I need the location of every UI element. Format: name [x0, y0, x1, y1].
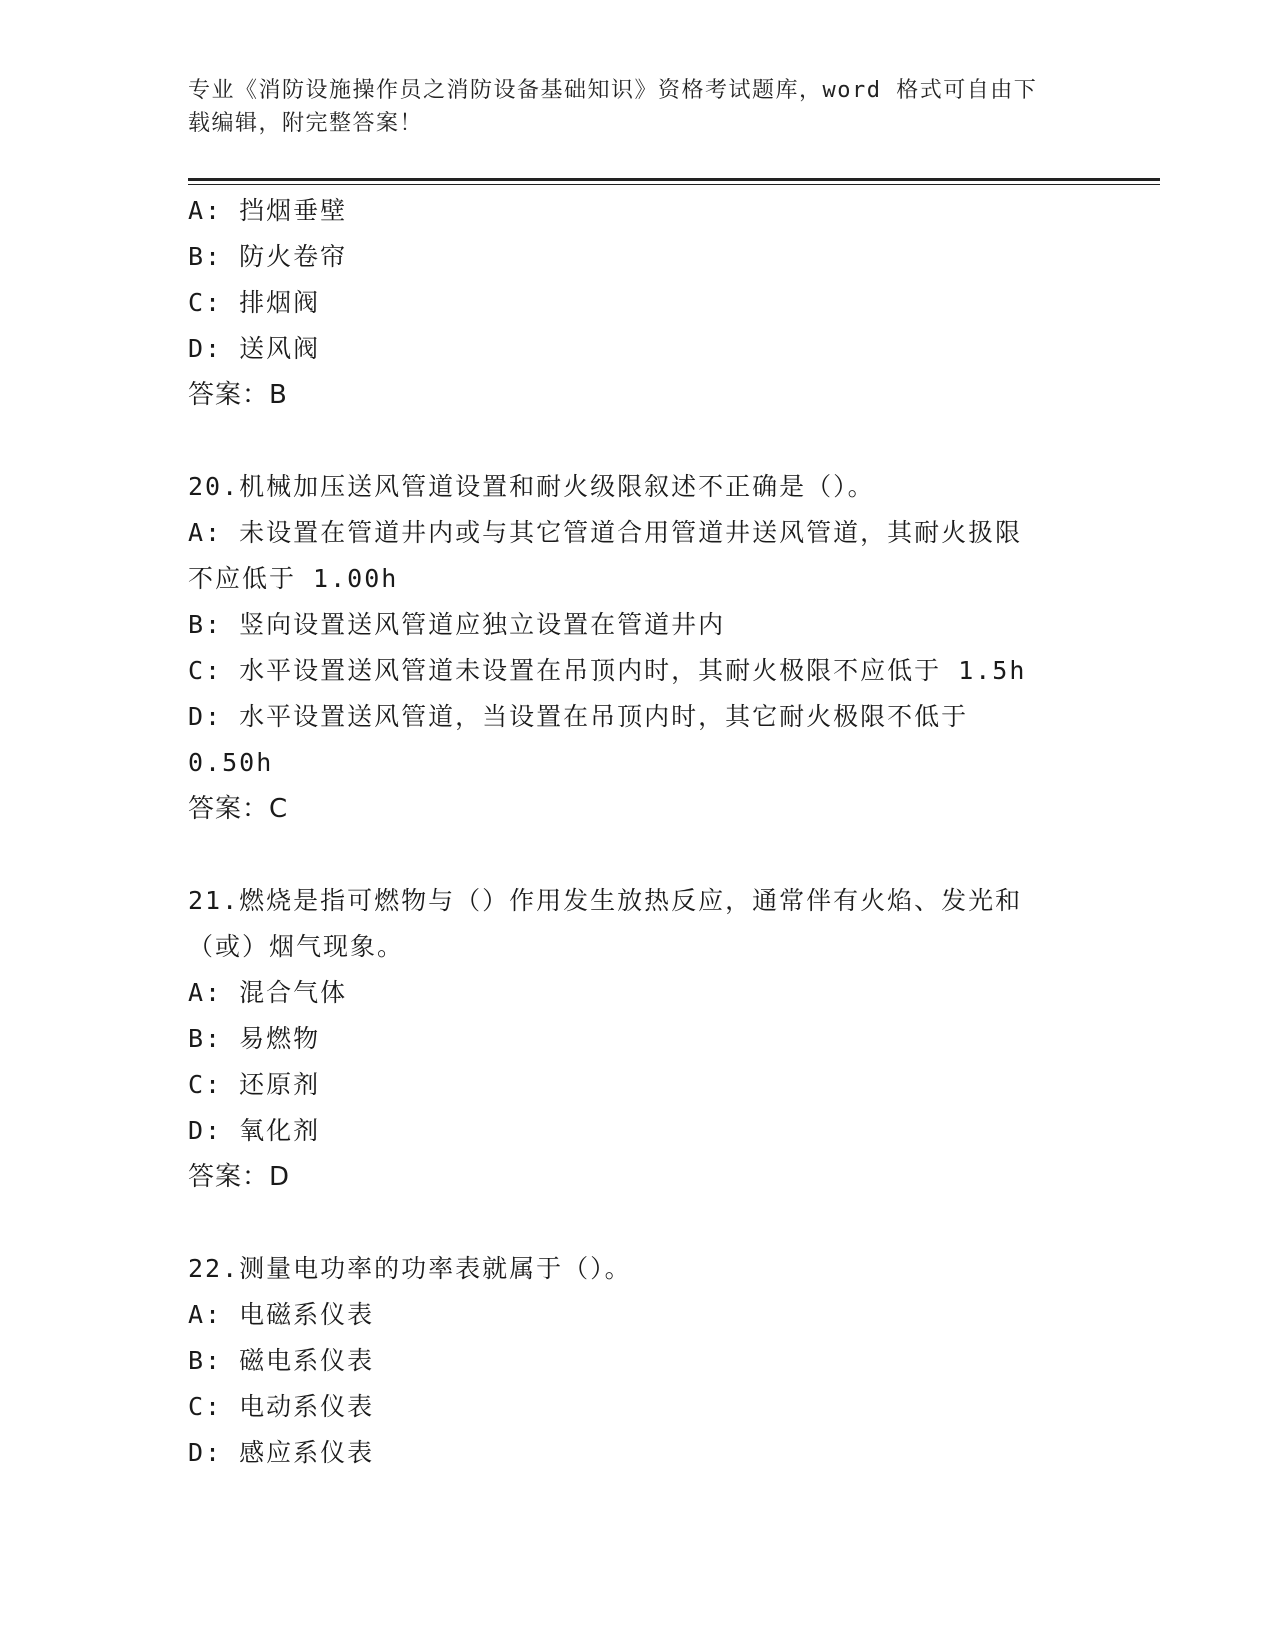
question-spacer	[188, 1200, 1088, 1246]
q19-option-c: C: 排烟阀	[188, 288, 321, 317]
q20-option-a-line-2: 不应低于 1.00h	[188, 564, 399, 593]
q19-option-d: D: 送风阀	[188, 334, 321, 363]
question-spacer	[188, 832, 1088, 878]
q19-option-b: B: 防火卷帘	[188, 242, 348, 271]
question-list	[188, 188, 1088, 1476]
question-21-block	[188, 878, 1088, 1200]
q20-option-d-line-2: 0.50h	[188, 748, 274, 777]
question-20-block	[188, 464, 1088, 832]
q22-option-b: B: 磁电系仪表	[188, 1346, 375, 1375]
q21-answer: 答案：D	[188, 1162, 291, 1192]
q19-answer: 答案：B	[188, 380, 288, 410]
q20-option-a-line-1: A: 未设置在管道井内或与其它管道合用管道井送风管道，其耐火扱限	[188, 518, 1023, 547]
q22-option-a: A: 电磁系仪表	[188, 1300, 375, 1329]
q22-question: 22.测量电功率的功率表就属于（）。	[188, 1254, 632, 1283]
q21-question-line-2: （或）烟气现象。	[188, 932, 405, 961]
q20-question: 20.机械加压送风管道设置和耐火级限叙述不正确是（）。	[188, 472, 875, 501]
q22-option-c: C: 电动系仪表	[188, 1392, 375, 1421]
q19-option-a: A: 挡烟垂壁	[188, 196, 348, 225]
q20-option-c: C: 水平设置送风管道未设置在吊顶内时，其耐火极限不应低于 1.5h	[188, 656, 1027, 685]
q21-option-a: A: 混合气体	[188, 978, 348, 1007]
q20-answer: 答案：C	[188, 794, 289, 824]
question-19-block	[188, 188, 1088, 418]
q21-option-c: C: 还原剂	[188, 1070, 321, 1099]
header-divider-thin	[188, 184, 1160, 185]
q21-question-line-1: 21.燃烧是指可燃物与（）作用发生放热反应，通常伴有火焰、发光和	[188, 886, 1023, 915]
q20-option-b: B: 竖向设置送风管道应独立设置在管道井内	[188, 610, 726, 639]
header-line-2: 载编辑，附完整答案！	[188, 111, 424, 136]
question-22-block	[188, 1246, 1088, 1476]
q21-option-d: D: 氧化剂	[188, 1116, 321, 1145]
question-spacer	[188, 418, 1088, 464]
q22-option-d: D: 感应系仪表	[188, 1438, 375, 1467]
q21-option-b: B: 易燃物	[188, 1024, 321, 1053]
header-line-1: 专业《消防设施操作员之消防设备基础知识》资格考试题库，word 格式可自由下	[188, 78, 1038, 103]
document-header	[188, 74, 1068, 140]
header-divider-thick	[188, 178, 1160, 181]
q20-option-d-line-1: D: 水平设置送风管道，当设置在吊顶内时，其它耐火极限不低于	[188, 702, 969, 731]
